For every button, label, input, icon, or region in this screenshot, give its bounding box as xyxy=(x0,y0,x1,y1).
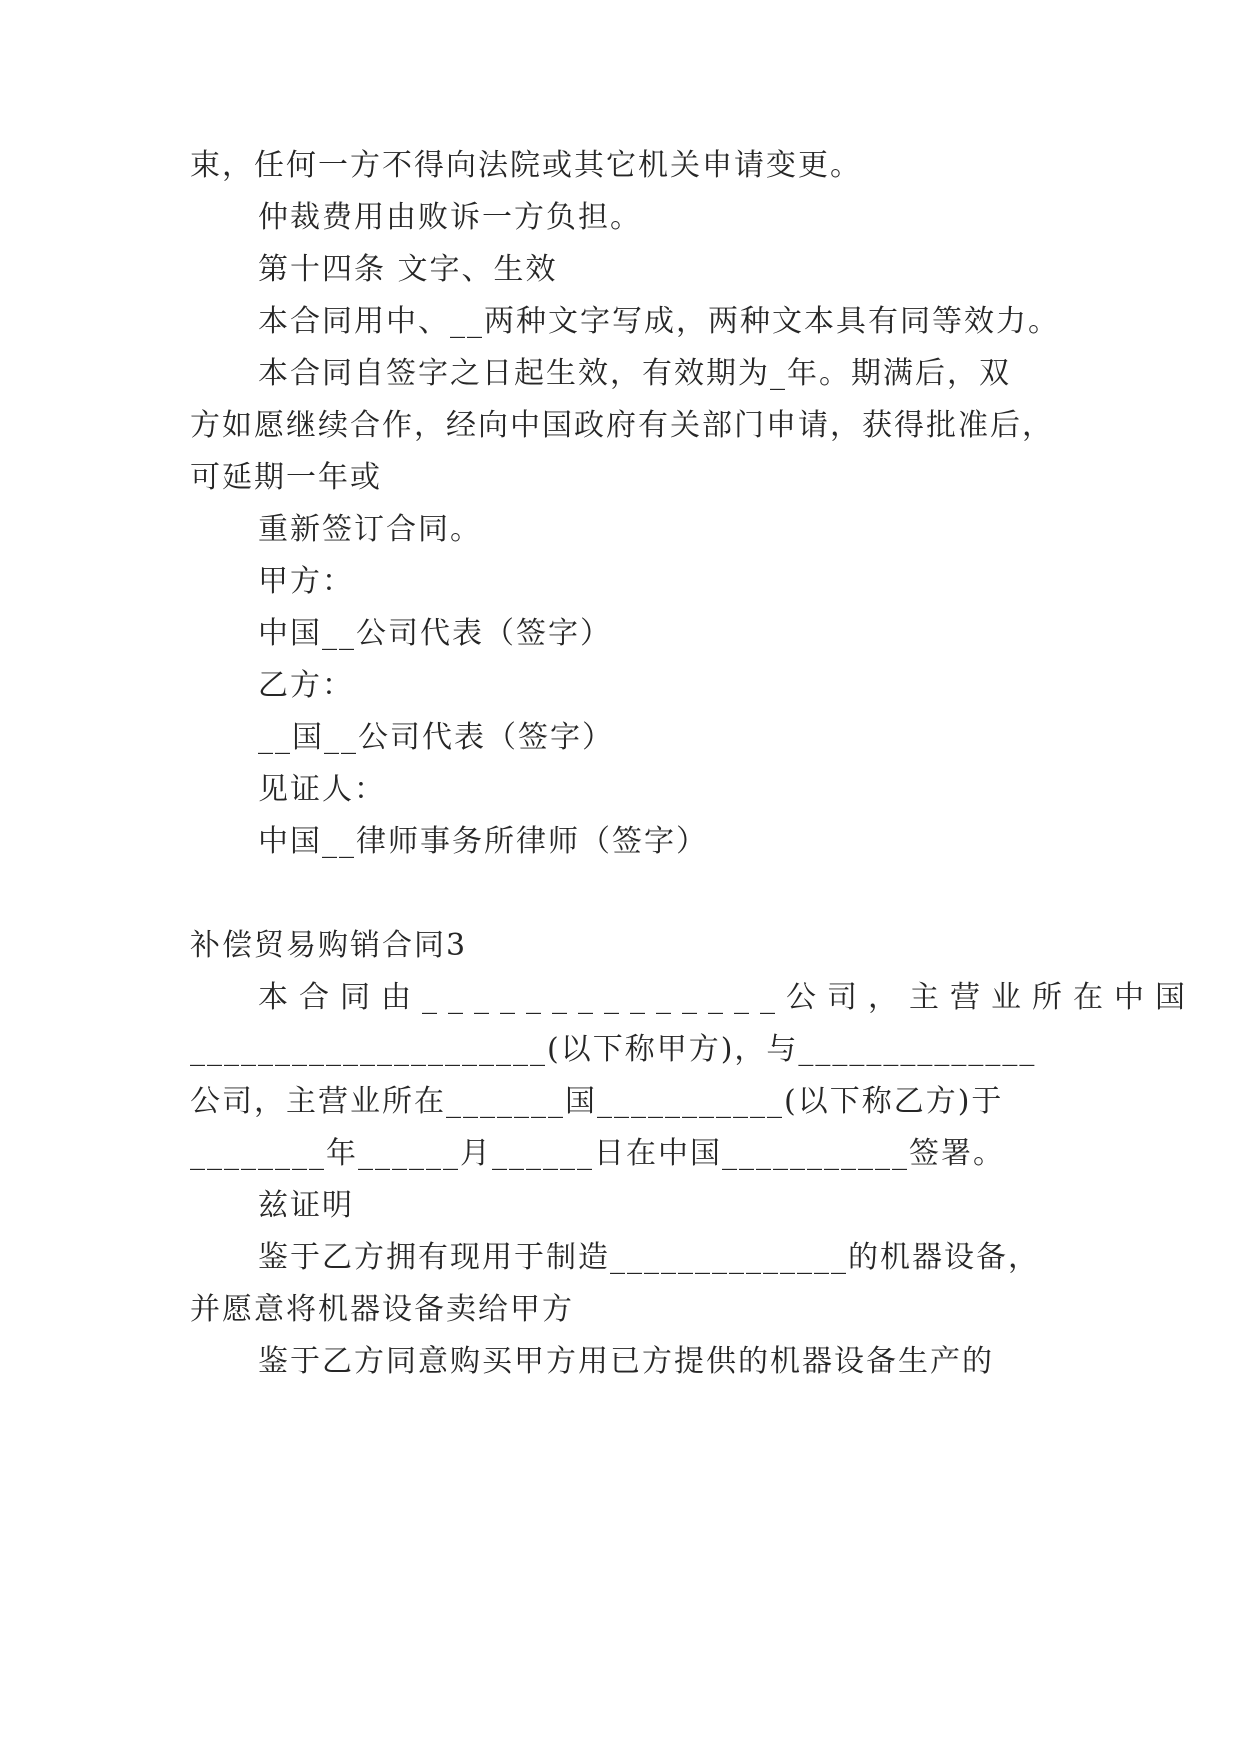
paragraph-line: 本合同用中、__两种文字写成，两种文本具有同等效力。 xyxy=(258,304,1060,339)
paragraph-line: 本合同自签字之日起生效，有效期为_年。期满后，双 xyxy=(258,356,1011,391)
paragraph-line: 可延期一年或 xyxy=(190,460,382,495)
paragraph-line: 仲裁费用由败诉一方负担。 xyxy=(258,200,642,235)
section-heading: 第十四条 文字、生效 xyxy=(258,252,558,287)
paragraph-line: 鉴于乙方同意购买甲方用已方提供的机器设备生产的 xyxy=(258,1344,994,1379)
paragraph-line: 重新签订合同。 xyxy=(258,512,482,547)
contract-title: 补偿贸易购销合同3 xyxy=(190,928,468,963)
paragraph-line: 本合同由______________公司，主营业所在中国 xyxy=(258,980,1196,1015)
paragraph-line: _____________________(以下称甲方)，与______________ xyxy=(190,1032,1037,1067)
paragraph-line: 方如愿继续合作，经向中国政府有关部门申请，获得批准后， xyxy=(190,408,1054,443)
paragraph-line: 束，任何一方不得向法院或其它机关申请变更。 xyxy=(190,148,862,183)
paragraph-line: 并愿意将机器设备卖给甲方 xyxy=(190,1292,574,1327)
party-a-signature-line: 中国__公司代表（签字） xyxy=(258,616,612,651)
paragraph-line: 鉴于乙方拥有现用于制造______________的机器设备， xyxy=(258,1240,1040,1275)
party-b-label: 乙方： xyxy=(258,668,354,703)
party-a-label: 甲方： xyxy=(258,564,354,599)
paragraph-line: ________年______月______日在中国___________签署。 xyxy=(190,1136,1005,1171)
paragraph-line: 兹证明 xyxy=(258,1188,354,1223)
paragraph-line: 公司，主营业所在_______国___________(以下称乙方)于 xyxy=(190,1084,1004,1119)
witness-label: 见证人： xyxy=(258,772,386,807)
party-b-signature-line: __国__公司代表（签字） xyxy=(258,720,614,755)
witness-signature-line: 中国__律师事务所律师（签字） xyxy=(258,824,708,859)
